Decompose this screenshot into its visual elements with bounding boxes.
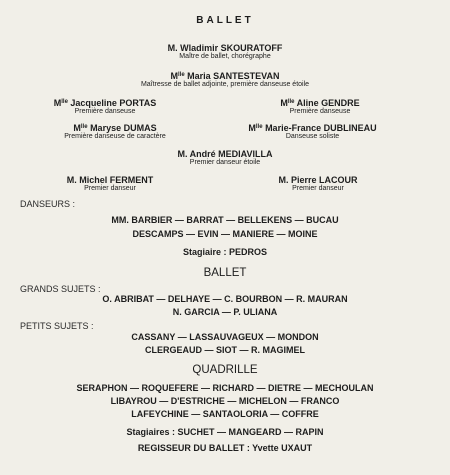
person-role: Première danseuse: [289, 108, 351, 115]
person-role: Danseuse soliste: [285, 133, 340, 140]
danseurs-line-2: DESCAMPS — EVIN — MANIERE — MOINE: [132, 229, 318, 239]
petits-sujets-line-2: CLERGEAUD — SIOT — R. MAGIMEL: [144, 345, 305, 355]
grands-sujets-line-2: N. GARCIA — P. ULIANA: [172, 307, 278, 317]
person-name: M. Wladimir SKOURATOFF: [167, 43, 283, 53]
credit-dumas: [50, 122, 180, 141]
person-name: $M^{lle}$ Maryse DUMAS: [73, 123, 157, 133]
credit-mediavilla: [0, 149, 450, 167]
credit-santestevan: [0, 70, 450, 89]
person-role: Premier danseur: [292, 185, 344, 192]
section-title-ballet-2: BALLET: [203, 267, 247, 279]
credit-lacour: [268, 175, 368, 193]
grands-sujets-line-1: O. ABRIBAT — DELHAYE — C. BOURBON — R. MAURAN: [102, 294, 348, 304]
person-role: Première danseuse: [74, 108, 136, 115]
section-title-quadrille: QUADRILLE: [192, 364, 258, 376]
person-name: $M^{lle}$ Maria SANTESTEVAN: [170, 71, 280, 81]
danseurs-stagiaire: Stagiaire : PEDROS: [182, 247, 268, 257]
person-name: M. Michel FERMENT: [66, 175, 154, 185]
label-danseurs: DANSEURS :: [20, 199, 76, 209]
credit-dublineau: [240, 122, 385, 141]
person-role: Maîtresse de ballet adjointe, première danseuse étoile: [140, 81, 310, 88]
petits-sujets-line-1: CASSANY — LASSAUVAGEUX — MONDON: [131, 332, 319, 342]
credit-portas: [50, 97, 160, 116]
regisseur-credit: REGISSEUR DU BALLET : Yvette UXAUT: [137, 443, 313, 453]
person-role: Première danseuse de caractère: [64, 133, 166, 140]
quadrille-stagiaires: Stagiaires : SUCHET — MANGEARD — RAPIN: [126, 427, 324, 437]
label-petits-sujets: PETITS SUJETS :: [20, 321, 94, 331]
quadrille-line-3: LAFEYCHINE — SANTAOLORIA — COFFRE: [131, 409, 319, 419]
quadrille-line-1: SERAPHON — ROQUEFERE — RICHARD — DIETRE — MECHOULAN: [76, 383, 374, 393]
credit-gendre: [265, 97, 375, 116]
credit-skouratoff: [0, 43, 450, 61]
person-role: Maître de ballet, chorégraphe: [179, 53, 271, 60]
person-role: Premier danseur: [84, 185, 136, 192]
person-name: M. André MEDIAVILLA: [177, 149, 273, 159]
label-grands-sujets: GRANDS SUJETS :: [20, 284, 101, 294]
person-name: $M^{lle}$ Marie-France DUBLINEAU: [248, 123, 377, 133]
person-name: $M^{lle}$ Aline GENDRE: [280, 98, 360, 108]
credit-ferment: [60, 175, 160, 193]
quadrille-line-2: LIBAYROU — D'ESTRICHE — MICHELON — FRANCO: [110, 396, 340, 406]
danseurs-line-1: MM. BARBIER — BARRAT — BELLEKENS — BUCAU: [111, 215, 339, 225]
person-name: $M^{lle}$ Jacqueline PORTAS: [53, 98, 157, 108]
person-name: M. Pierre LACOUR: [278, 175, 358, 185]
person-role: Premier danseur étoile: [189, 159, 261, 166]
section-title-ballet: BALLET: [196, 15, 254, 26]
